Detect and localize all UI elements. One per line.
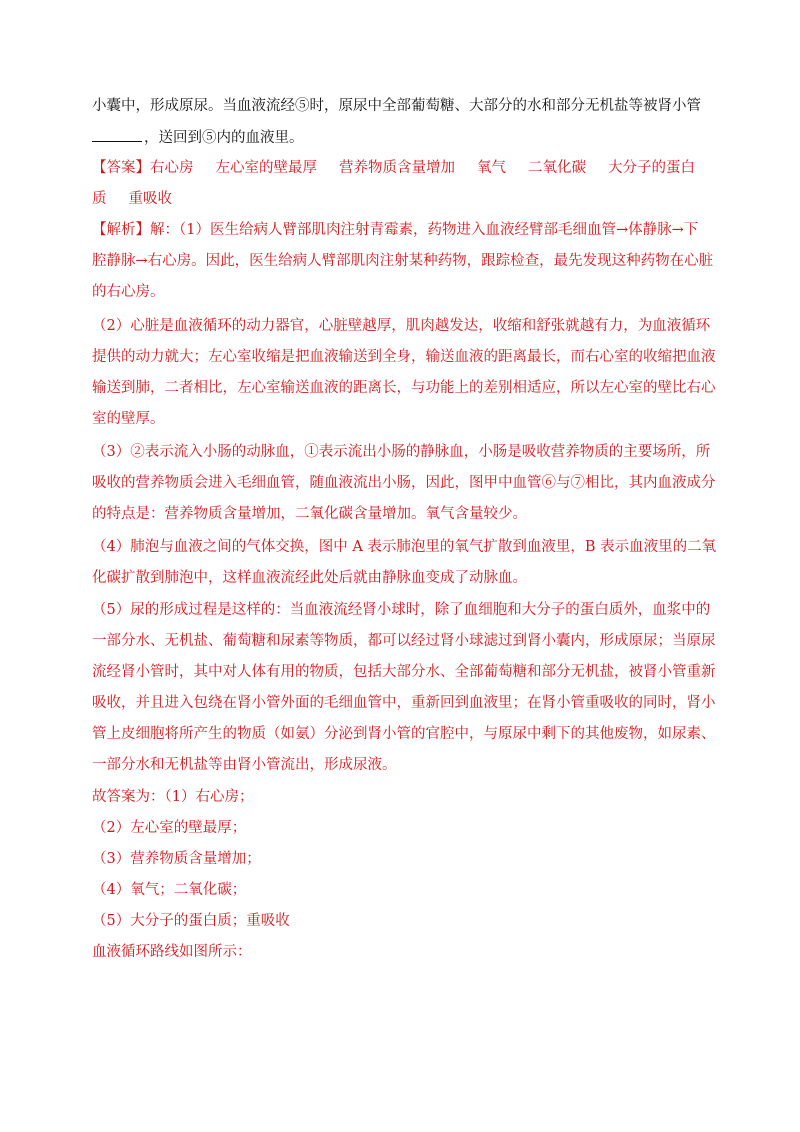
summary-intro: 故答案为：（1）右心房； [92, 789, 254, 805]
answer-blank [92, 127, 142, 142]
analysis-p5-line-5: 管上皮细胞将所产生的物质（如氨）分泌到肾小管的官腔中，与原尿中剩下的其他废物，如尿素、 [92, 726, 716, 742]
analysis-p5-line-4: 吸收，并且进入包绕在肾小管外面的毛细血管中，重新回到血液里；在肾小管重吸收的同时，肾小 [92, 695, 716, 711]
diagram-caption: 血液循环路线如图所示： [92, 944, 252, 960]
answer-item-6: 大分子的蛋白 [608, 160, 695, 176]
analysis-line-1 [92, 220, 712, 240]
analysis-p5-line-1: （5）尿的形成过程是这样的：当血液流经肾小球时，除了血细胞和大分子的蛋白质外，血浆中的 [92, 602, 711, 618]
analysis-p3-line-3: 的特点是：营养物质含量增加，二氧化碳含量增加。氧气含量较少。 [92, 506, 527, 522]
answer-item-5: 二氧化碳 [528, 160, 586, 176]
analysis-p4-line-1: （4）肺泡与血液之间的气体交换，图中 A 表示肺泡里的氧气扩散到血液里，B 表示血液里的二氧 [92, 539, 717, 555]
question-line-2 [92, 127, 712, 148]
analysis-p2-line-4: 室的壁厚。 [92, 411, 165, 427]
analysis-p4-line-2: 化碳扩散到肺泡中，这样血液流经此处后就由静脉血变成了动脉血。 [92, 570, 527, 586]
analysis-p1-line-2: 腔静脉→右心房。因此，医生给病人臂部肌肉注射某种药物，跟踪检查，最先发现这种药物在心脏 [92, 253, 714, 269]
summary-line-4: （4）氧气；二氧化碳； [92, 882, 247, 898]
answer-item-1: 右心房 [150, 160, 194, 176]
question-line-1: 小囊中，形成原尿。当血液流经⑤时，原尿中全部葡萄糖、大部分的水和部分无机盐等被肾小管 [92, 98, 701, 114]
analysis-p2-line-3: 输送到肺，二者相比，左心室输送血液的距离长，与功能上的差别相适应，所以左心室的壁比右心 [92, 380, 716, 396]
answer-label: 【答案】 [92, 160, 150, 176]
analysis-p3-line-2: 吸收的营养物质会进入毛细血管，随血液流出小肠，因此，图甲中血管⑥与⑦相比，其内血液成分 [92, 475, 716, 491]
analysis-p1-line-3: 的右心房。 [92, 284, 165, 300]
analysis-p1-line-1: 解：（1）医生给病人臂部肌肉注射青霉素，药物进入血液经臂部毛细血管→体静脉→下 [150, 222, 699, 238]
answer-item-6-cont: 质 [92, 191, 107, 207]
analysis-p5-line-3: 流经肾小管时，其中对人体有用的物质，包括大部分水、全部葡萄糖和部分无机盐，被肾小管重新 [92, 664, 716, 680]
question-line-2-text: ，送回到⑤内的血液里。 [144, 130, 304, 146]
analysis-p2-line-1: （2）心脏是血液循环的动力器官，心脏壁越厚，肌肉越发达，收缩和舒张就越有力，为血液循环 [92, 318, 711, 334]
summary-line-5: （5）大分子的蛋白质；重吸收 [92, 913, 290, 929]
analysis-p5-line-2: 一部分水、无机盐、葡萄糖和尿素等物质，都可以经过肾小球滤过到肾小囊内，形成原尿；当原尿 [92, 633, 716, 649]
answer-item-2: 左心室的壁最厚 [215, 160, 317, 176]
analysis-p2-line-2: 提供的动力就大；左心室收缩是把血液输送到全身，输送血液的距离最长，而右心室的收缩把血液 [92, 349, 716, 365]
summary-line-3: （3）营养物质含量增加； [92, 851, 261, 867]
answer-item-4: 氧气 [477, 160, 506, 176]
analysis-label: 【解析】 [92, 222, 150, 238]
summary-line-2: （2）左心室的壁最厚； [92, 820, 247, 836]
answer-item-3: 营养物质含量增加 [339, 160, 455, 176]
answer-line-2 [92, 189, 712, 209]
analysis-p3-line-1: （3）②表示流入小肠的动脉血，①表示流出小肠的静脉血，小肠是吸收营养物质的主要场所，所 [92, 444, 711, 460]
answer-line-1 [92, 158, 712, 178]
answer-item-7: 重吸收 [128, 191, 172, 207]
analysis-p5-line-6: 一部分水和无机盐等由肾小管流出，形成尿液。 [92, 757, 397, 773]
